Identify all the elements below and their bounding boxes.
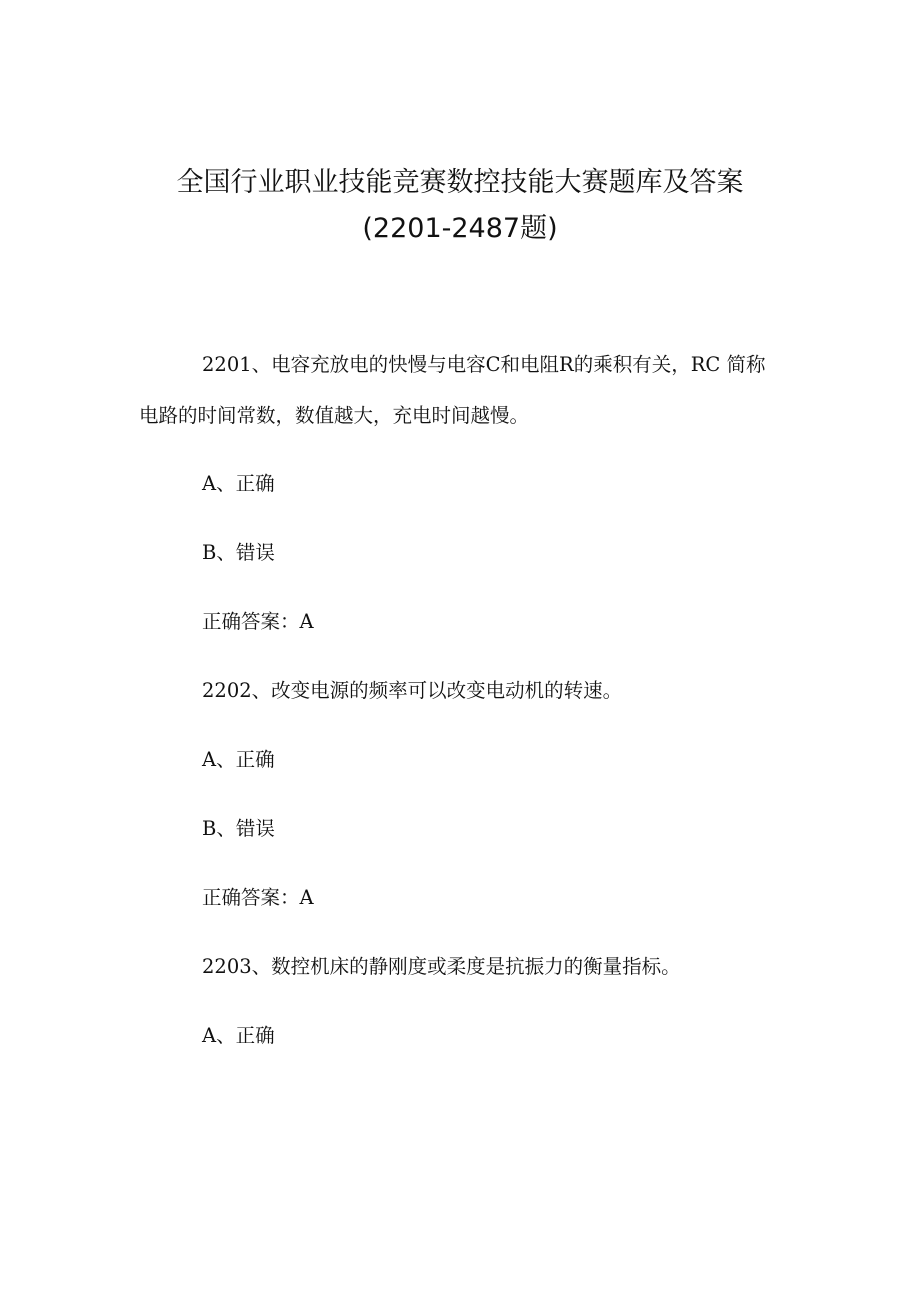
question-2201-stem-line2: 电路的时间常数，数值越大，充电时间越慢。 [139, 404, 530, 427]
question-2201-answer: 正确答案：A [202, 610, 314, 633]
question-2202-answer: 正确答案：A [202, 886, 314, 909]
question-2202-option-b: B、错误 [202, 817, 275, 840]
document-subtitle: (2201-2487题) [362, 213, 558, 244]
question-2202-option-a: A、正确 [202, 748, 275, 771]
question-2201-option-a: A、正确 [202, 472, 275, 495]
question-2203-option-a: A、正确 [202, 1024, 275, 1047]
question-2201-option-b: B、错误 [202, 541, 275, 564]
question-2202-stem: 2202、改变电源的频率可以改变电动机的转速。 [202, 679, 623, 702]
question-2203-stem: 2203、数控机床的静刚度或柔度是抗振力的衡量指标。 [202, 955, 681, 978]
question-2201-stem-line1: 2201、电容充放电的快慢与电容C和电阻R的乘积有关，RC 简称 [202, 353, 766, 376]
document-title: 全国行业职业技能竞赛数控技能大赛题库及答案 [176, 167, 744, 198]
